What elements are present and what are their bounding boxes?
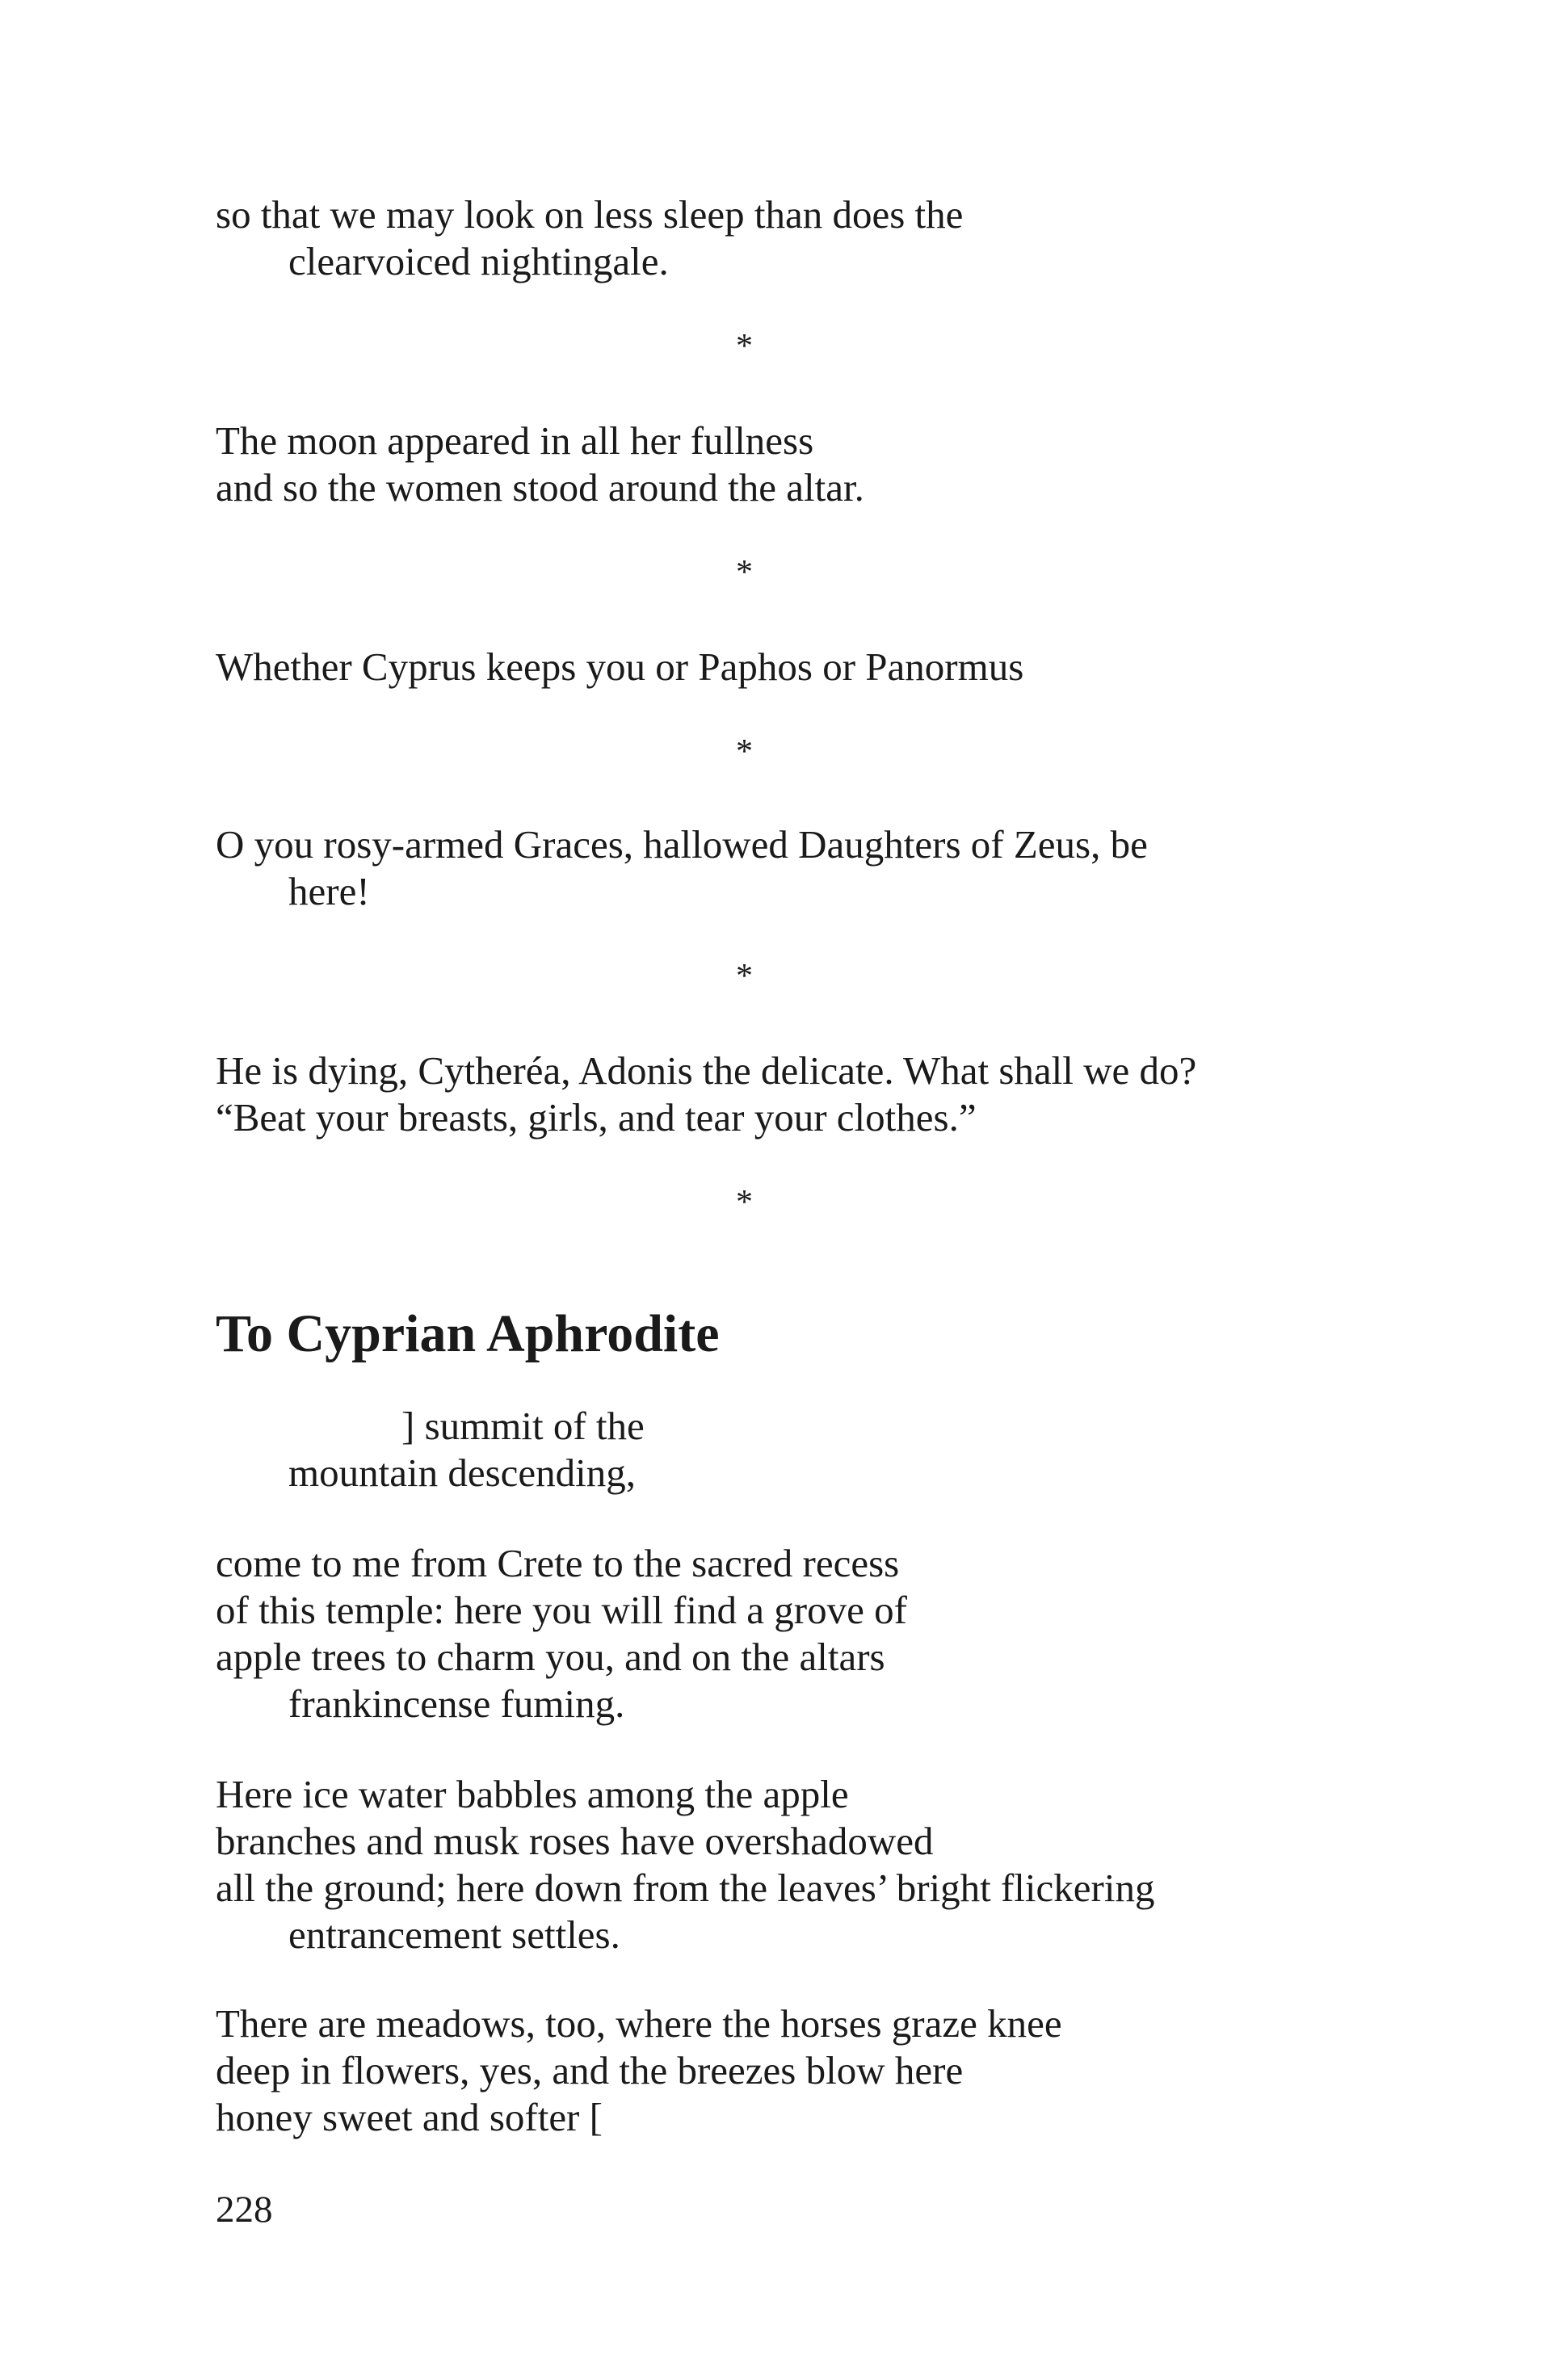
stanza-2-line-1: come to me from Crete to the sacred recess <box>216 1541 900 1585</box>
separator-asterisk: * <box>736 733 753 770</box>
stanza-4-line-1: There are meadows, too, where the horses graze knee <box>216 2001 1062 2046</box>
fragment-3-line-1: Whether Cyprus keeps you or Paphos or Panormus <box>216 644 1024 689</box>
stanza-2-line-4: frankincense fuming. <box>288 1681 625 1726</box>
poem-title: To Cyprian Aphrodite <box>216 1304 720 1363</box>
fragment-1-line-2: clearvoiced nightingale. <box>288 239 669 283</box>
stanza-2-line-2: of this temple: here you will find a grove of <box>216 1588 907 1632</box>
stanza-3-line-1: Here ice water babbles among the apple <box>216 1772 849 1816</box>
stanza-2-line-3: apple trees to charm you, and on the altars <box>216 1635 885 1679</box>
page-number: 228 <box>216 2189 273 2231</box>
stanza-4-line-2: deep in flowers, yes, and the breezes blow here <box>216 2048 964 2092</box>
separator-asterisk: * <box>736 554 753 591</box>
fragment-4-line-1: O you rosy-armed Graces, hallowed Daughters of Zeus, be <box>216 822 1148 867</box>
stanza-3-line-3: all the ground; here down from the leaves’ bright flickering <box>216 1866 1155 1910</box>
separator-asterisk: * <box>736 958 753 995</box>
stanza-4-line-3: honey sweet and softer [ <box>216 2095 603 2139</box>
fragment-5-line-1: He is dying, Cytheréa, Adonis the delicate. What shall we do? <box>216 1048 1197 1093</box>
stanza-3-line-4: entrancement settles. <box>288 1912 620 1957</box>
fragment-1-line-1: so that we may look on less sleep than does the <box>216 192 964 237</box>
stanza-3-line-2: branches and musk roses have overshadowed <box>216 1819 934 1863</box>
fragment-5-line-2: “Beat your breasts, girls, and tear your clothes.” <box>216 1095 977 1140</box>
stanza-1-line-1: ] summit of the <box>401 1404 645 1448</box>
separator-asterisk: * <box>736 328 753 365</box>
fragment-4-line-2: here! <box>288 869 370 913</box>
separator-asterisk: * <box>736 1184 753 1221</box>
fragment-2-line-1: The moon appeared in all her fullness <box>216 418 814 463</box>
fragment-2-line-2: and so the women stood around the altar. <box>216 465 864 510</box>
stanza-1-line-2: mountain descending, <box>288 1450 637 1495</box>
